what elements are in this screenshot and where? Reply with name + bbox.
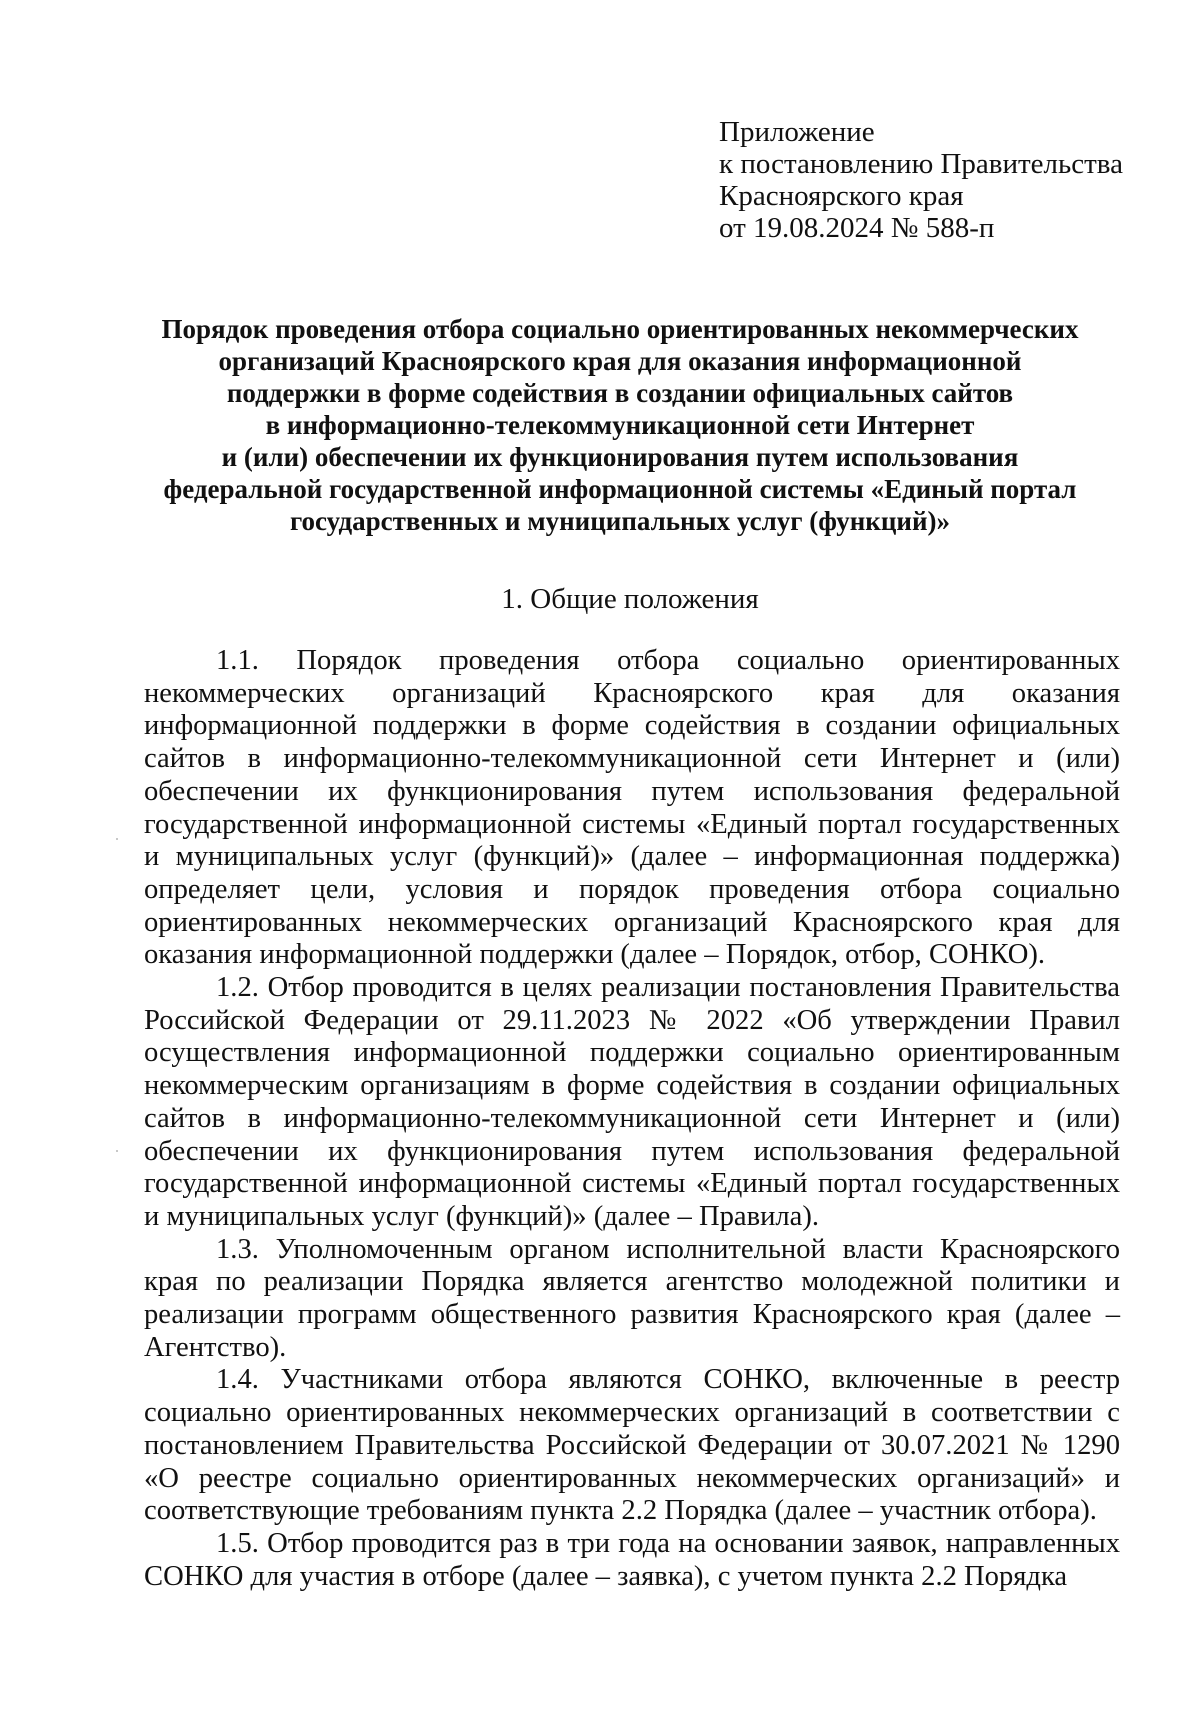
- document-body: [144, 645, 1120, 1593]
- scan-speck: [116, 1150, 118, 1152]
- appendix-line: Красноярского края: [719, 180, 964, 212]
- paragraph-1-1: 1.1. Порядок проведения отбора социально ориентированных некоммерческих организаций Красноярского края для оказания информационной поддержки в форме содействия в создании официальных сайтов в информационно-телекоммуникационной сети Интернет и (или) обеспечении их функционирования путем использования федеральной государственной информационной системы «Единый портал государственных и муниципальных услуг (функций)» (далее – информационная поддержка) определяет цели, условия и порядок проведения отбора социально ориентированных некоммерческих организаций Красноярского края для оказания информационной поддержки (далее – Порядок, отбор, СОНКО).: [144, 645, 1120, 971]
- section-heading: 1. Общие положения: [501, 583, 759, 615]
- paragraph-1-2: 1.2. Отбор проводится в целях реализации постановления Правительства Российской Федерации от 29.11.2023 № 2022 «Об утверждении Правил осуществления информационной поддержки социально ориентированным некоммерческим организациям в форме содействия в создании официальных сайтов в информационно-телекоммуникационной сети Интернет и (или) обеспечении их функционирования путем использования федеральной государственной информационной системы «Единый портал государственных и муниципальных услуг (функций)» (далее – Правила).: [144, 972, 1120, 1232]
- title-line: федеральной государственной информационной системы «Единый портал: [163, 474, 1077, 504]
- appendix-block: [719, 116, 1123, 244]
- title-line: Порядок проведения отбора социально ориентированных некоммерческих: [161, 314, 1079, 344]
- paragraph-1-5: 1.5. Отбор проводится раз в три года на основании заявок, направленных СОНКО для участия в отборе (далее – заявка), с учетом пункта 2.2 Порядка: [144, 1527, 1120, 1592]
- title-line: организаций Красноярского края для оказания информационной: [218, 346, 1022, 376]
- paragraph-1-3: 1.3. Уполномоченным органом исполнительной власти Красноярского края по реализации Порядка является агентство молодежной политики и реализации программ общественного развития Красноярского края (далее – Агентство).: [144, 1233, 1120, 1363]
- appendix-line: от 19.08.2024 № 588-п: [719, 212, 995, 244]
- appendix-line: Приложение: [719, 116, 875, 148]
- paragraph-1-4: 1.4. Участниками отбора являются СОНКО, включенные в реестр социально ориентированных некоммерческих организаций в соответствии с постановлением Правительства Российской Федерации от 30.07.2021 № 1290 «О реестре социально ориентированных некоммерческих организаций» и соответствующие требованиям пункта 2.2 Порядка (далее – участник отбора).: [144, 1364, 1120, 1527]
- title-line: в информационно-телекоммуникационной сети Интернет: [265, 410, 975, 440]
- title-line: и (или) обеспечении их функционирования путем использования: [221, 442, 1019, 472]
- appendix-line: к постановлению Правительства: [719, 148, 1123, 180]
- document-title: [130, 313, 1110, 537]
- title-line: поддержки в форме содействия в создании официальных сайтов: [226, 378, 1014, 408]
- title-line: государственных и муниципальных услуг (функций)»: [289, 506, 951, 536]
- scan-speck: [116, 838, 118, 840]
